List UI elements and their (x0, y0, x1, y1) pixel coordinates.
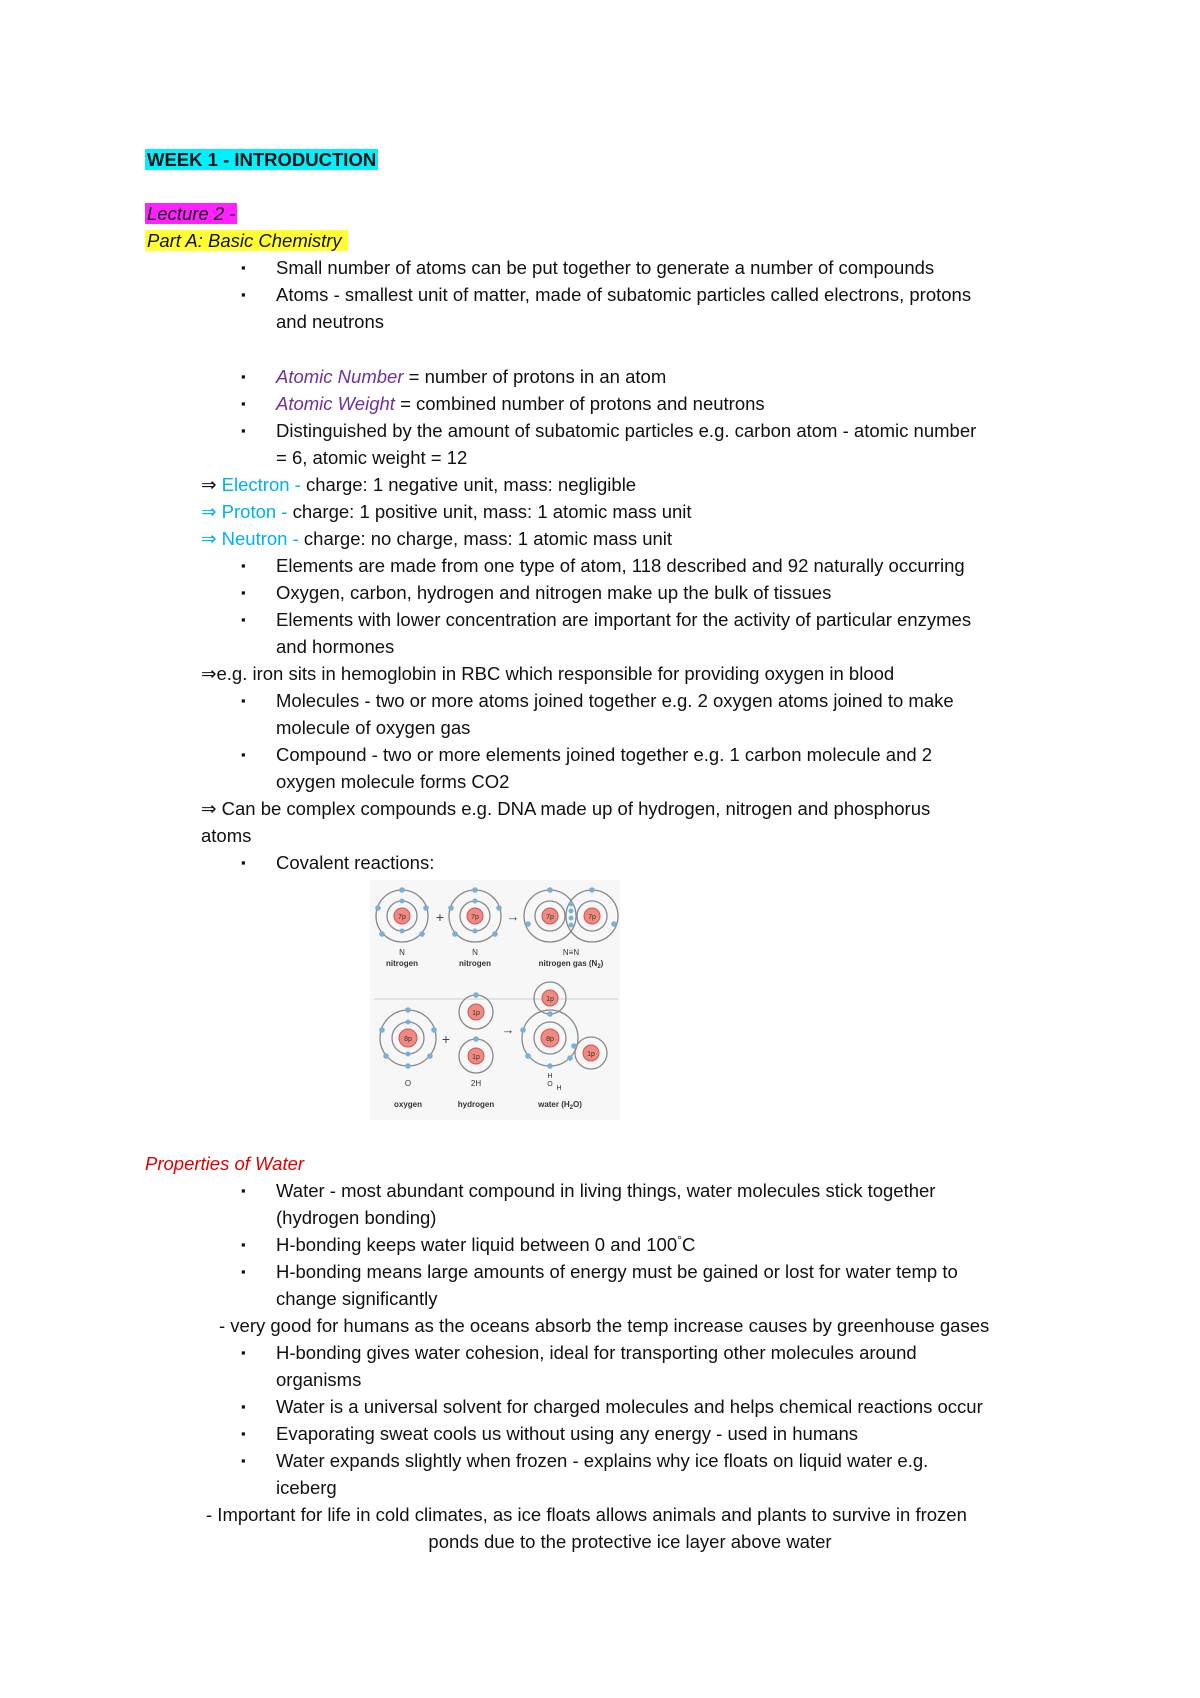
note-line-continuation: ponds due to the protective ice layer above water (428, 1531, 832, 1552)
svg-text:1p: 1p (546, 996, 554, 1003)
complex-note-continuation: atoms (201, 825, 252, 846)
list-item-continuation: organisms (276, 1369, 362, 1390)
svg-text:1p: 1p (472, 1054, 480, 1061)
list-item-continuation: iceberg (276, 1477, 337, 1498)
svg-text:7p: 7p (546, 914, 554, 921)
celsius-unit: C (681, 1234, 696, 1255)
svg-text:7p: 7p (471, 914, 479, 921)
part-title (145, 227, 348, 254)
proton-label: Proton - (221, 501, 293, 522)
svg-text:8p: 8p (546, 1036, 554, 1043)
electron-line (201, 471, 636, 498)
list-item: H-bonding gives water cohesion, ideal for transporting other molecules around (276, 1342, 917, 1363)
svg-text:1p: 1p (472, 1010, 480, 1017)
bullet-icon: ▪ (241, 1399, 246, 1414)
bullet-icon: ▪ (241, 1237, 246, 1252)
bullet-icon: ▪ (241, 612, 246, 627)
list-item: Atoms - smallest unit of matter, made of subatomic particles called electrons, protons (276, 284, 972, 305)
bullet-icon: ▪ (241, 1426, 246, 1441)
bullet-icon: ▪ (241, 423, 246, 438)
electron-label: Electron - (221, 474, 306, 495)
plus-sign: + (441, 1031, 451, 1047)
part-title-text: Part A: Basic Chemistry (145, 230, 348, 251)
symbol-n2: N≡N (562, 948, 580, 957)
symbol-o-water: O (547, 1081, 553, 1088)
symbol-h-top: H (547, 1073, 553, 1080)
label-oxygen: oxygen (393, 1100, 423, 1109)
neutron-desc: charge: no charge, mass: 1 atomic mass unit (303, 528, 673, 549)
label-water: water $(H_2O)$ (538, 1100, 582, 1111)
list-item: Elements with lower concentration are important for the activity of particular enzymes (276, 609, 972, 630)
symbol-n-1: N (399, 948, 405, 957)
atomic-number-term: Atomic Number (276, 366, 404, 387)
list-item-continuation: (hydrogen bonding) (276, 1207, 437, 1228)
bullet-icon: ▪ (241, 1183, 246, 1198)
neutron-line (201, 525, 672, 552)
bullet-icon: ▪ (241, 396, 246, 411)
bullet-icon: ▪ (241, 287, 246, 302)
label-hydrogen: hydrogen (457, 1100, 495, 1109)
symbol-h-bottom: H (556, 1085, 562, 1092)
list-item-continuation: molecule of oxygen gas (276, 717, 471, 738)
svg-text:7p: 7p (588, 914, 596, 921)
proton-desc: charge: 1 positive unit, mass: 1 atomic mass unit (292, 501, 692, 522)
list-item: Evaporating sweat cools us without using any energy - used in humans (276, 1423, 859, 1444)
note-line: - Important for life in cold climates, as ice floats allows animals and plants to survive in frozen (206, 1504, 967, 1525)
reaction-arrow: → (506, 909, 520, 924)
covalent-label: Covalent reactions: (276, 852, 435, 873)
list-item: Water is a universal solvent for charged molecules and helps chemical reactions occur (276, 1396, 983, 1417)
note-line: - very good for humans as the oceans absorb the temp increase causes by greenhouse gases (219, 1315, 990, 1336)
label-nitrogen-gas: nitrogen gas $(N_2)$ (538, 959, 604, 970)
lecture-label (145, 200, 237, 227)
reaction-arrow: → (501, 1022, 515, 1037)
list-item-continuation: oxygen molecule forms CO2 (276, 771, 510, 792)
bullet-icon: ▪ (241, 1453, 246, 1468)
iron-note: ⇒e.g. iron sits in hemoglobin in RBC which responsible for providing oxygen in blood (201, 663, 895, 684)
bullet-icon: ▪ (241, 260, 246, 275)
svg-text:1p: 1p (587, 1051, 595, 1058)
arrow-icon: ⇒ (201, 474, 222, 495)
bullet-icon: ▪ (241, 585, 246, 600)
week-title (145, 146, 378, 173)
label-nitrogen-2: nitrogen (459, 959, 491, 968)
bullet-icon: ▪ (241, 369, 246, 384)
week-title-text: WEEK 1 - INTRODUCTION (147, 149, 377, 170)
symbol-2h: 2H (470, 1079, 482, 1088)
electron-desc: charge: 1 negative unit, mass: negligible (305, 474, 637, 495)
section-title-water: Properties of Water (145, 1153, 305, 1174)
atomic-weight-def: = combined number of protons and neutrons (394, 393, 765, 414)
proton-line (201, 498, 692, 525)
list-item: Water - most abundant compound in living things, water molecules stick together (276, 1180, 936, 1201)
bullet-icon: ▪ (241, 855, 246, 870)
label-nitrogen-1: nitrogen (386, 959, 418, 968)
temperature-text: H-bonding keeps water liquid between 0 and 100 (276, 1234, 678, 1255)
list-item: Compound - two or more elements joined together e.g. 1 carbon molecule and 2 (276, 744, 933, 765)
symbol-o: O (404, 1079, 412, 1088)
list-item: Small number of atoms can be put together to generate a number of compounds (276, 257, 935, 278)
list-item: Water expands slightly when frozen - explains why ice floats on liquid water e.g. (276, 1450, 929, 1471)
list-item-atomic-number (276, 363, 666, 390)
list-item: H-bonding means large amounts of energy must be gained or lost for water temp to (276, 1261, 958, 1282)
list-item-continuation: and hormones (276, 636, 395, 657)
list-item-continuation: = 6, atomic weight = 12 (276, 447, 468, 468)
arrow-icon: ⇒ (201, 528, 222, 549)
list-item: Distinguished by the amount of subatomic particles e.g. carbon atom - atomic number (276, 420, 977, 441)
list-item-continuation: change significantly (276, 1288, 438, 1309)
atomic-number-def: = number of protons in an atom (403, 366, 667, 387)
svg-text:8p: 8p (404, 1036, 412, 1043)
covalent-reactions-figure (370, 880, 620, 1120)
atomic-weight-term: Atomic Weight (276, 393, 395, 414)
bullet-icon: ▪ (241, 1264, 246, 1279)
plus-sign: + (435, 909, 445, 925)
list-item: Elements are made from one type of atom, 118 described and 92 naturally occurring (276, 555, 965, 576)
degree-sign: ° (677, 1232, 682, 1247)
list-item-temperature (276, 1231, 695, 1258)
list-item: Oxygen, carbon, hydrogen and nitrogen make up the bulk of tissues (276, 582, 832, 603)
lecture-label-text: Lecture 2 - (147, 203, 236, 224)
neutron-label: Neutron - (221, 528, 304, 549)
list-item-atomic-weight (276, 390, 765, 417)
list-item-continuation: and neutrons (276, 311, 385, 332)
svg-text:7p: 7p (398, 914, 406, 921)
bullet-icon: ▪ (241, 747, 246, 762)
bullet-icon: ▪ (241, 693, 246, 708)
bullet-icon: ▪ (241, 1345, 246, 1360)
bullet-icon: ▪ (241, 558, 246, 573)
arrow-icon: ⇒ (201, 501, 222, 522)
symbol-n-2: N (472, 948, 478, 957)
complex-note: ⇒ Can be complex compounds e.g. DNA made up of hydrogen, nitrogen and phosphorus (201, 798, 931, 819)
list-item: Molecules - two or more atoms joined together e.g. 2 oxygen atoms joined to make (276, 690, 954, 711)
